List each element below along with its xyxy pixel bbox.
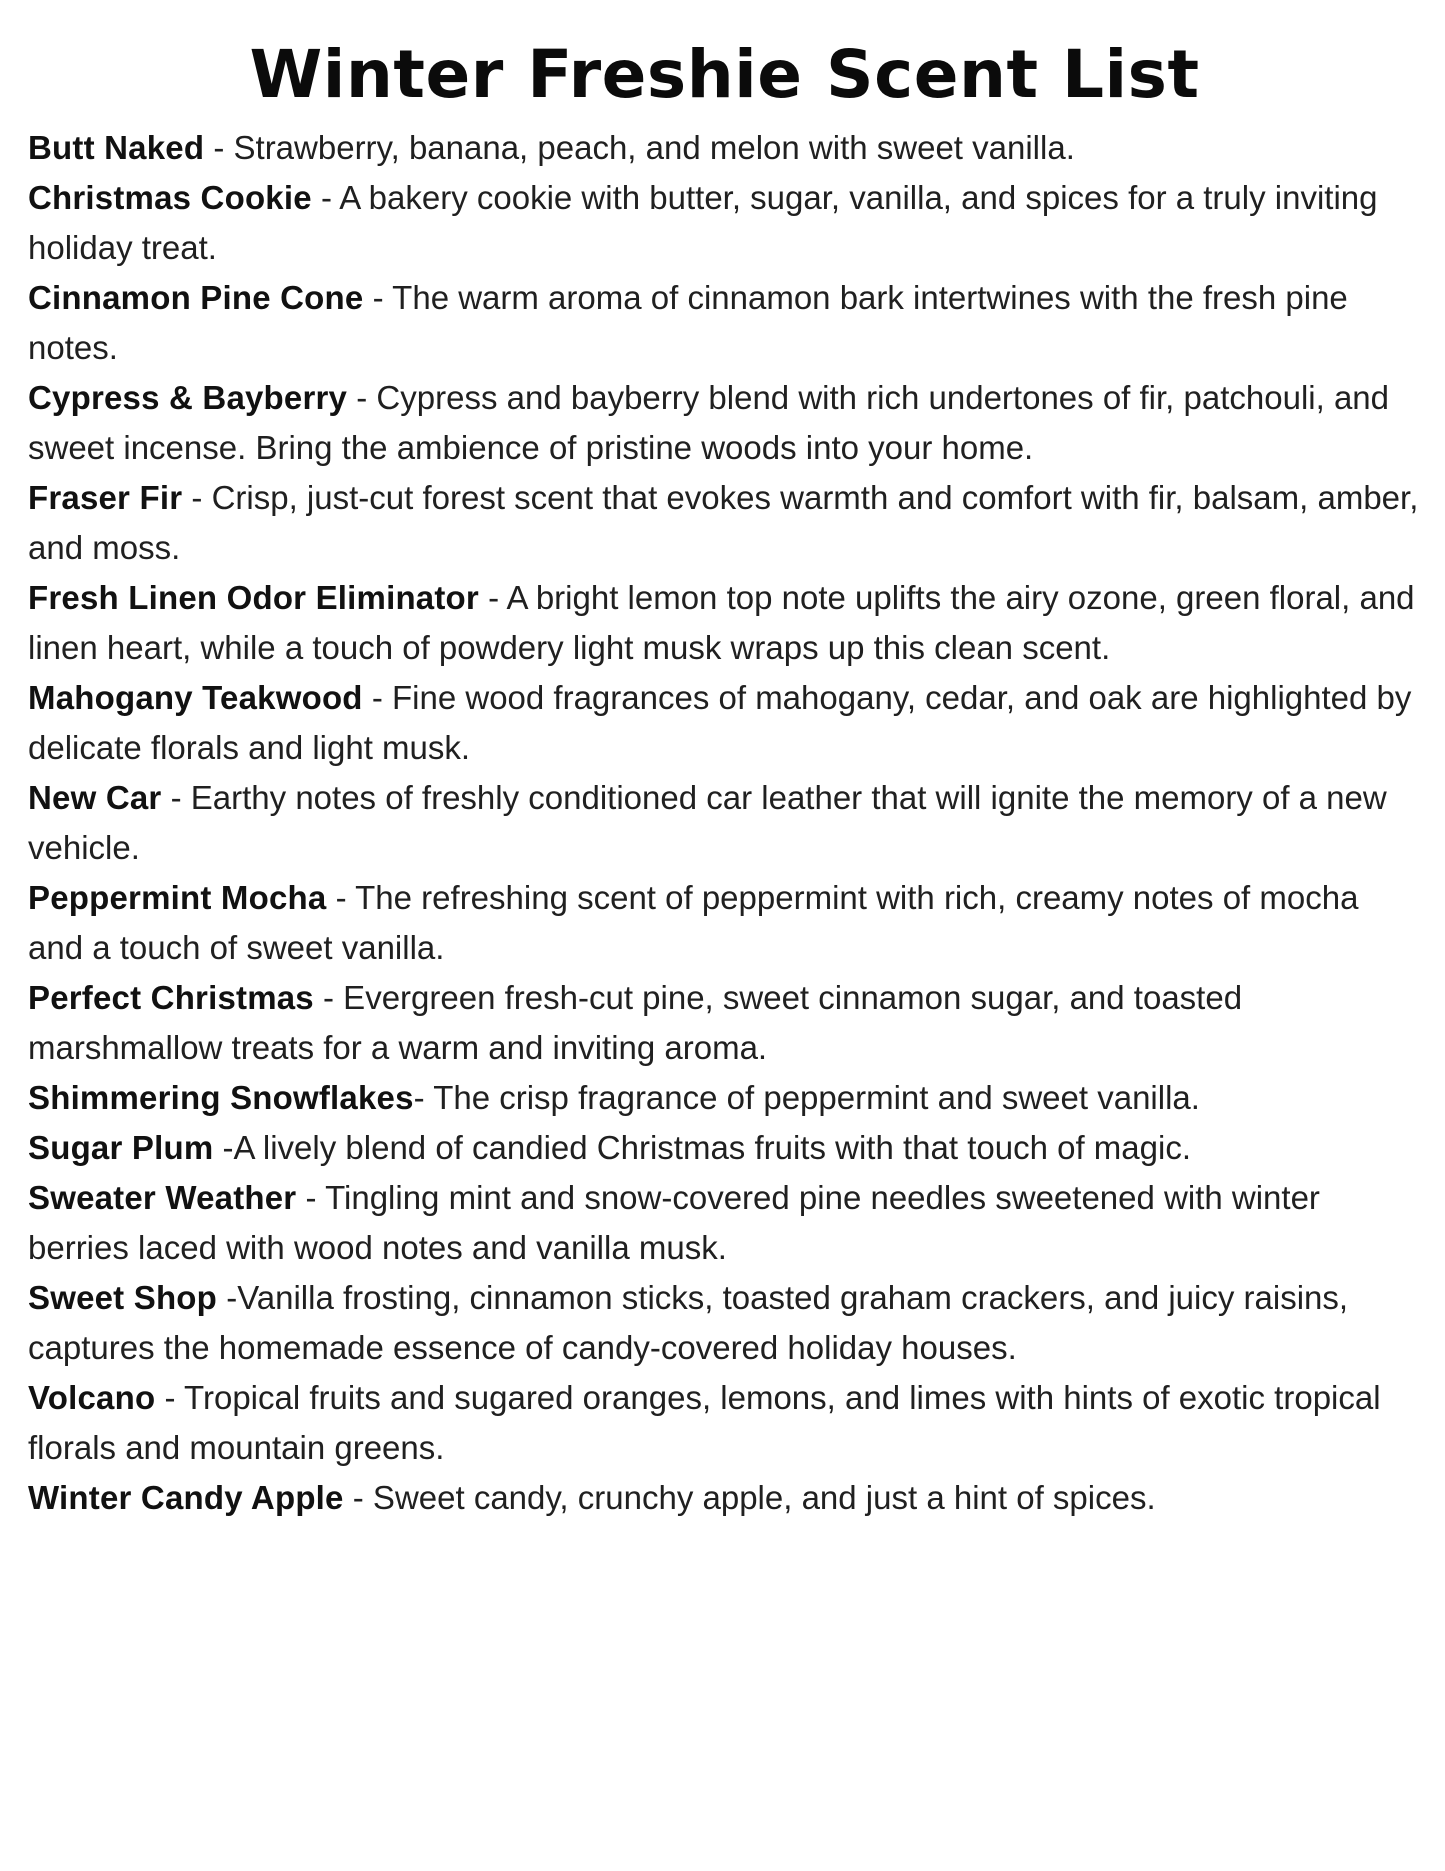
scent-name: Sugar Plum [28, 1129, 214, 1167]
scent-entry-volcano [28, 1373, 1421, 1473]
scent-description: - The crisp fragrance of peppermint and sweet vanilla. [413, 1079, 1200, 1117]
scent-entry-butt-naked [28, 123, 1421, 173]
scent-description: - Earthy notes of freshly conditioned car leather that will ignite the memory of a new vehicle. [28, 779, 1387, 867]
scent-description: - A bright lemon top note uplifts the airy ozone, green floral, and linen heart, while a touch of powdery light musk wraps up this clean scent. [28, 579, 1415, 667]
scent-name: Fraser Fir [28, 479, 183, 517]
page-title: Winter Freshie Scent List [249, 36, 1200, 113]
scent-list [28, 123, 1421, 1523]
scent-description: - A bakery cookie with butter, sugar, vanilla, and spices for a truly inviting holiday treat. [28, 179, 1378, 267]
scent-name: New Car [28, 779, 162, 817]
scent-description: - The refreshing scent of peppermint with rich, creamy notes of mocha and a touch of sweet vanilla. [28, 879, 1359, 967]
scent-name: Perfect Christmas [28, 979, 314, 1017]
scent-description: - Crisp, just-cut forest scent that evokes warmth and comfort with fir, balsam, amber, and moss. [28, 479, 1419, 567]
scent-name: Cypress & Bayberry [28, 379, 348, 417]
scent-name: Cinnamon Pine Cone [28, 279, 364, 317]
scent-entry-peppermint-mocha [28, 873, 1421, 973]
scent-name: Peppermint Mocha [28, 879, 327, 917]
scent-description: -A lively blend of candied Christmas fruits with that touch of magic. [213, 1129, 1191, 1167]
scent-entry-new-car [28, 773, 1421, 873]
scent-description: - Evergreen fresh-cut pine, sweet cinnamon sugar, and toasted marshmallow treats for a warm and inviting aroma. [28, 979, 1243, 1067]
scent-description: -Vanilla frosting, cinnamon sticks, toasted graham crackers, and juicy raisins, captures the homemade essence of candy-covered holiday houses. [28, 1279, 1349, 1367]
scent-name: Winter Candy Apple [28, 1479, 344, 1517]
scent-entry-sugar-plum [28, 1123, 1421, 1173]
scent-name: Christmas Cookie [28, 179, 312, 217]
scent-entry-cinnamon-pine-cone [28, 273, 1421, 373]
scent-entry-fresh-linen-odor-eliminator [28, 573, 1421, 673]
scent-name: Shimmering Snowflakes [28, 1079, 414, 1117]
scent-description: - Strawberry, banana, peach, and melon with sweet vanilla. [204, 129, 1075, 167]
scent-description: - Tropical fruits and sugared oranges, lemons, and limes with hints of exotic tropical florals and mountain greens. [28, 1379, 1381, 1467]
scent-entry-perfect-christmas [28, 973, 1421, 1073]
scent-entry-fraser-fir [28, 473, 1421, 573]
scent-entry-shimmering-snowflakes [28, 1073, 1421, 1123]
scent-entry-cypress-bayberry [28, 373, 1421, 473]
scent-name: Sweet Shop [28, 1279, 218, 1317]
scent-entry-mahogany-teakwood [28, 673, 1421, 773]
scent-name: Volcano [28, 1379, 156, 1417]
scent-entry-sweater-weather [28, 1173, 1421, 1273]
scent-name: Butt Naked [28, 129, 205, 167]
scent-description: - Fine wood fragrances of mahogany, cedar, and oak are highlighted by delicate florals and light musk. [28, 679, 1412, 767]
scent-name: Fresh Linen Odor Eliminator [28, 579, 479, 617]
scent-description: - Cypress and bayberry blend with rich undertones of fir, patchouli, and sweet incense. Bring the ambience of pristine woods into your home. [28, 379, 1390, 467]
scent-description: - Sweet candy, crunchy apple, and just a hint of spices. [343, 1479, 1156, 1517]
scent-name: Sweater Weather [28, 1179, 297, 1217]
scent-description: - The warm aroma of cinnamon bark intertwines with the fresh pine notes. [28, 279, 1348, 367]
scent-description: - Tingling mint and snow-covered pine needles sweetened with winter berries laced with wood notes and vanilla musk. [28, 1179, 1320, 1267]
scent-entry-sweet-shop [28, 1273, 1421, 1373]
scent-entry-winter-candy-apple [28, 1473, 1421, 1523]
scent-entry-christmas-cookie [28, 173, 1421, 273]
scent-name: Mahogany Teakwood [28, 679, 363, 717]
